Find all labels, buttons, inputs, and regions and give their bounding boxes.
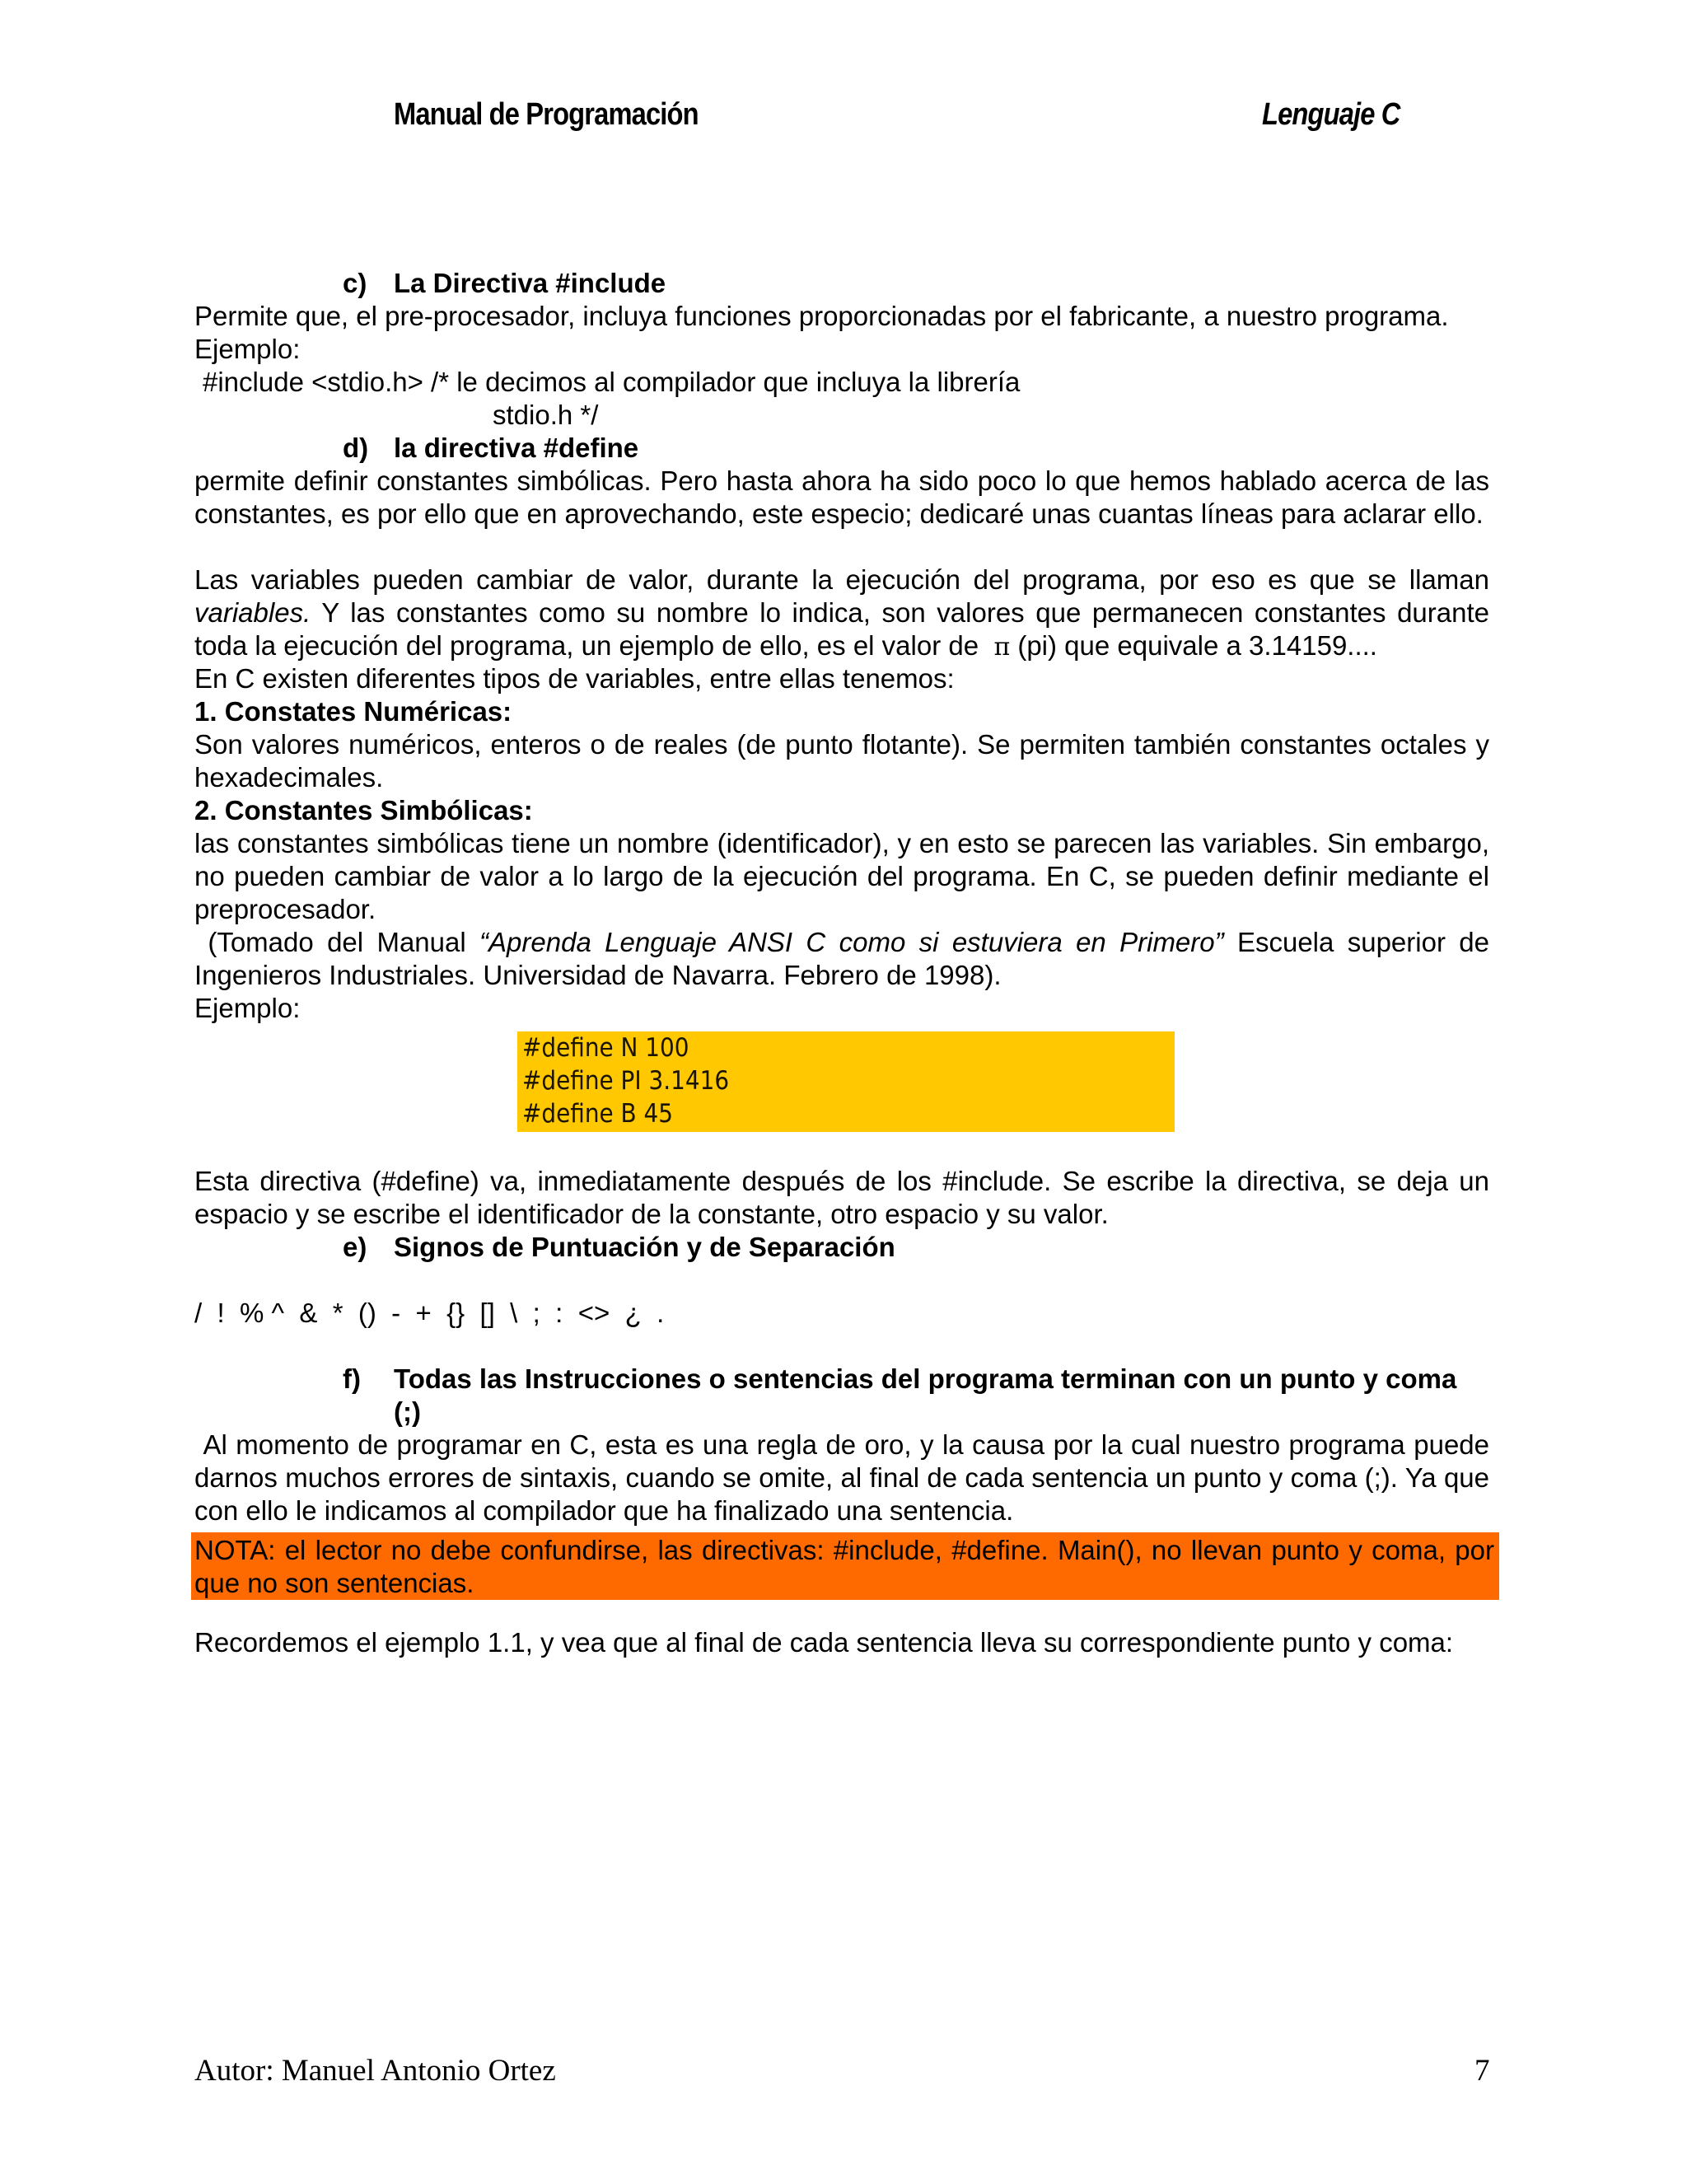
include-example-line2: stdio.h */ bbox=[493, 400, 599, 430]
page-number: 7 bbox=[1474, 2054, 1490, 2088]
section-f-paragraph-2: Recordemos el ejemplo 1.1, y vea que al final de cada sentencia lleva su correspondiente punto y coma: bbox=[194, 1627, 1454, 1658]
section-d-paragraph-7: Esta directiva (#define) va, inmediatamente después de los #include. Se escribe la directiva, se deja un espacio y se escribe el identificador de la constante, otro espacio y su valor. bbox=[194, 1166, 1489, 1229]
section-f-label: f) bbox=[343, 1363, 361, 1394]
punctuation-symbols: / ! % ^ & * () - + {} [] \ ; : <> ¿ . bbox=[194, 1298, 665, 1328]
heading-constantes-numericas: 1. Constates Numéricas: bbox=[194, 696, 512, 727]
heading-constantes-simbolicas: 2. Constantes Simbólicas: bbox=[194, 795, 533, 825]
citation-title: “Aprenda Lenguaje ANSI C como si estuviera en Primero” bbox=[479, 927, 1224, 957]
section-c-label: c) bbox=[343, 268, 367, 298]
code-line: #define B 45 bbox=[522, 1099, 674, 1129]
section-f-title-line1: Todas las Instrucciones o sentencias del programa terminan con un punto y coma bbox=[394, 1363, 1457, 1394]
p2-text-c: (pi) que equivale a 3.14159.... bbox=[1017, 630, 1377, 661]
include-example-line1: #include <stdio.h> /* le decimos al compilador que incluya la librería bbox=[203, 367, 1021, 397]
footer-author: Autor: Manuel Antonio Ortez bbox=[194, 2054, 556, 2088]
section-d-paragraph-5: las constantes simbólicas tiene un nombre (identificador), y en esto se parecen las variables. Sin embargo, no pueden cambiar de valor a lo largo de la ejecución del programa. En C, se pueden definir mediante el preprocesador. bbox=[194, 828, 1489, 924]
section-c-paragraph: Permite que, el pre-procesador, incluya funciones proporcionadas por el fabricante, a nuestro programa. bbox=[194, 301, 1449, 331]
citation-text-b: Escuela superior de Ingenieros Industriales. Universidad de Navarra. Febrero de 1998). bbox=[194, 927, 1489, 990]
p2-text-b: Y las constantes como su nombre lo indica, son valores que permanecen constantes durante toda la ejecución del programa, un ejemplo de ello, es el valor de bbox=[194, 597, 1489, 661]
section-d-paragraph-3: En C existen diferentes tipos de variables, entre ellas tenemos: bbox=[194, 663, 955, 694]
p2-text-a: Las variables pueden cambiar de valor, durante la ejecución del programa, por eso es que se llaman bbox=[194, 564, 1489, 595]
section-c-ejemplo: Ejemplo: bbox=[194, 334, 301, 364]
section-d-ejemplo: Ejemplo: bbox=[194, 993, 301, 1023]
section-e-heading bbox=[343, 1231, 895, 1264]
citation-text-a: (Tomado del Manual bbox=[208, 927, 466, 957]
section-e-label: e) bbox=[343, 1232, 367, 1262]
section-c-heading bbox=[343, 267, 666, 300]
section-d-paragraph-1: permite definir constantes simbólicas. Pero hasta ahora ha sido poco lo que hemos hablado acerca de las constantes, es por ello que en aprovechando, este especio; dedicaré unas cuantas líneas para aclarar ello. bbox=[194, 465, 1489, 529]
section-d-heading bbox=[343, 432, 638, 465]
define-code-block bbox=[517, 1031, 1175, 1132]
section-d-title: la directiva #define bbox=[394, 433, 639, 463]
p2-italic-variables: variables. bbox=[194, 597, 311, 628]
header-title: Manual de Programación bbox=[394, 97, 699, 132]
pi-symbol: π bbox=[993, 633, 1011, 662]
section-f-paragraph-1-text: Al momento de programar en C, esta es una regla de oro, y la causa por la cual nuestro programa puede darnos muchos errores de sintaxis, cuando se omite, al final de cada sentencia un punto y coma (;). Ya que con ello le indicamos al compilador que ha finalizado una sentencia. bbox=[194, 1429, 1490, 1526]
header-subtitle: Lenguaje C bbox=[1262, 97, 1400, 132]
section-f-paragraph-1 bbox=[194, 1429, 1489, 1527]
section-c-title: La Directiva #include bbox=[394, 268, 666, 298]
nota-text: NOTA: el lector no debe confundirse, las directivas: #include, #define. Main(), no llevan punto y coma, por que no son sentencias. bbox=[194, 1535, 1494, 1598]
section-d-label: d) bbox=[343, 433, 369, 463]
section-d-paragraph-4: Son valores numéricos, enteros o de reales (de punto flotante). Se permiten también constantes octales y hexadecimales. bbox=[194, 729, 1489, 793]
section-d-citation bbox=[194, 926, 1489, 992]
section-f-title-line2: (;) bbox=[394, 1396, 421, 1427]
section-e-title: Signos de Puntuación y de Separación bbox=[394, 1232, 895, 1262]
code-line: #define PI 3.1416 bbox=[522, 1066, 730, 1096]
code-line: #define N 100 bbox=[522, 1033, 689, 1063]
section-d-paragraph-2 bbox=[194, 564, 1489, 664]
section-f-heading bbox=[343, 1363, 1456, 1396]
